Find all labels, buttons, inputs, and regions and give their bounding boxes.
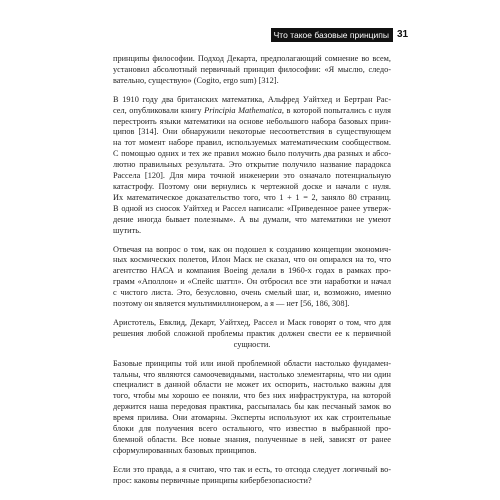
text-line: с чистого листа. Это, безусловно, очень смелый шаг, и, возможно, именно [113,288,391,298]
text-line: принципы философии. Подход Декарта, предполагающий сомнение во всем, [113,54,391,63]
text-line: дение иногда бывает полезным». А вы думали, что математики не умеют [113,214,391,224]
text-line: Рассела [120]. Для мира точной инженерии это означало потенциальную [113,171,391,181]
page-number: 31 [397,29,409,40]
paragraph [113,318,391,351]
text-line: сел, опубликовали книгу Principia Mathematica, в которой попытались с нуля [113,105,391,115]
paragraph [113,245,391,310]
text-line: Базовые принципы той или иной проблемной области настолько фундамен- [113,358,391,368]
text-line: вательно, существую» (Cogito, ergo sum) [312]. [113,75,279,85]
text-line: ных космических полетов, Илон Маск не сказал, что он опирался на то, что [113,255,391,265]
text-line: агентство НАСА и компания Boeing делали в 1960-х годах в рамках про- [113,266,391,276]
text-line: на тот момент наборе правил, используемых математическим сообществом. [113,138,391,148]
paragraph [113,95,391,237]
text-line: специалист в данной области не может их оспорить, настолько важны для [113,380,391,390]
text-line: прос: каковы первичные принципы кибербезопасности? [113,475,312,485]
text-line: тальны, что являются самоочевидными, настолько элементарны, что ни один [113,369,391,379]
text-line: Их математическое доказательство того, что 1 + 1 = 2, заняло 80 страниц. [113,192,391,202]
text-line: Аристотель, Евклид, Декарт, Уайтхед, Рассел и Маск говорят о том, что для [113,317,391,327]
text-line: грамм «Аполлон» и «Спейс шаттл». Он отбросил все эти наработки и начал [113,277,391,287]
text-line: время прилива. Они атомарны. Эксперты используют их как строительные [113,413,391,423]
text-line: поэтому он является мультимиллионером, а я — нет [56, 186, 308]. [113,299,350,309]
text-line: С помощью одних и тех же правил можно было получить два разных и абсо- [113,149,391,159]
text-line: катастрофу. Поэтому они вернулись к чертежной доске и начали с нуля. [113,181,391,191]
text-line: Если это правда, а я считаю, что так и есть, то отсюда следует логичный во- [113,464,391,474]
paragraph [113,359,391,457]
paragraph [113,54,391,87]
text-line: В одной из сносок Уайтхед и Рассел написали: «Приведенное ранее утверж- [113,203,391,213]
text-line: решения любой сложной проблемы практик должен свести ее к первичной [113,328,391,338]
text-line: Отвечая на вопрос о том, как он подошел к созданию концепции экономич- [113,244,391,254]
text-line: держится наша передовая практика, рассыпалась бы как песчаный замок во [113,402,391,412]
running-header: Что такое базовые принципы [271,28,393,42]
text-line: блоки для получения всего остального, что известно в выбранной про- [113,424,391,434]
text-line: сформулированных базовых принципов. [113,445,257,455]
text-line: ципов [314]. Они обнаружили некоторые несоответствия в существующем [113,127,391,137]
body-text [113,54,391,495]
text-line: перестроить языки математики на основе небольшого набора базовых прин- [113,116,391,126]
text-line: установил абсолютный первичный принцип философии: «Я мыслю, следо- [113,64,391,74]
text-line: блемной области. Все новые знания, полученные в ней, зависят от ранее [113,435,391,444]
text-line: лютно правильных результата. Это открытие получило название парадокса [113,160,391,170]
text-line: сущности. [233,339,271,349]
text-line: В 1910 году два британских математика, Альфред Уайтхед и Бертран Рас- [113,94,391,104]
paragraph [113,465,391,487]
text-line: шутить. [113,225,142,235]
text-line: того, чтобы мы хорошо ее поняли, что без них инфраструктура, на которой [113,391,391,401]
